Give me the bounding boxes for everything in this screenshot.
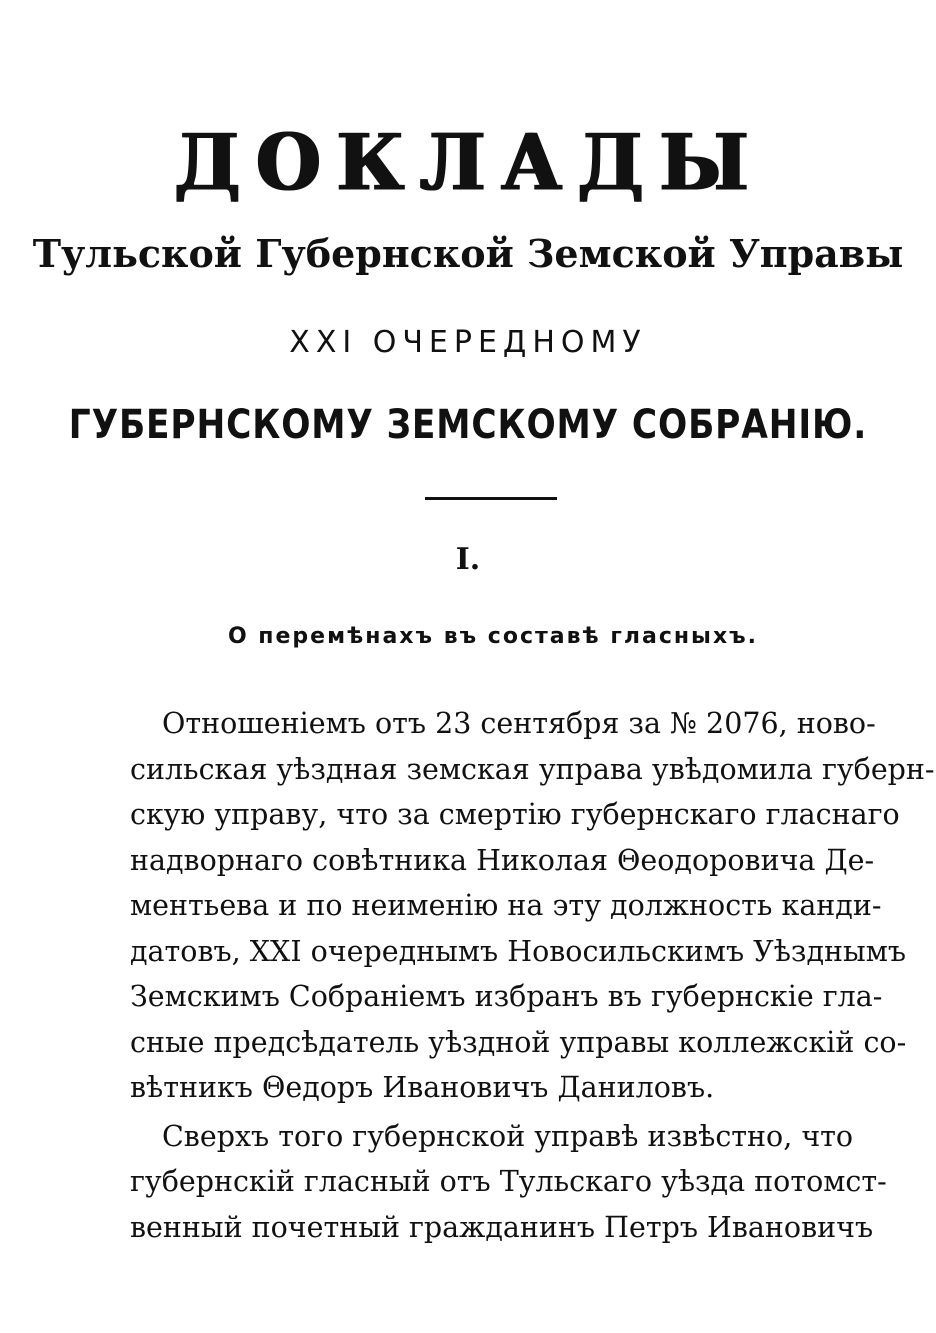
ordinal-line: XXI ОЧЕРЕДНОМУ	[289, 325, 647, 360]
section-title: О перемѣнахъ въ составѣ гласныхъ.	[227, 624, 759, 649]
assembly-line: ГУБЕРНСКОМУ ЗЕМСКОМУ СОБРАНІЮ.	[68, 402, 868, 448]
text-line: Сверхъ того губернской управѣ извѣстно, что	[162, 1119, 854, 1153]
text-line: сильская уѣздная земская управа увѣдомила губерн-	[130, 752, 935, 786]
document-title: ДОКЛАДЫ	[172, 117, 763, 209]
text-line: Земскимъ Собраніемъ избранъ въ губернскіе гла-	[130, 980, 883, 1013]
text-line: ментьева и по неименію на эту должность канди-	[130, 889, 882, 922]
document-subtitle: Тульской Губернской Земской Управы	[32, 231, 904, 276]
text-line: скую управу, что за смертію губернскаго гласнаго	[130, 798, 900, 831]
text-line: датовъ, XXI очереднымъ Новосильскимъ Уѣзднымъ	[130, 934, 906, 968]
section-number: I.	[455, 542, 481, 577]
body-text	[130, 701, 935, 1250]
text-line: венный почетный гражданинъ Петръ Ивановичъ	[130, 1210, 874, 1244]
title-divider	[425, 497, 557, 500]
text-line: Отношеніемъ отъ 23 сентября за № 2076, ново-	[162, 707, 876, 740]
text-line: надворнаго совѣтника Николая Θеодоровича Де-	[130, 843, 875, 877]
text-line: вѣтникъ Θедоръ Ивановичъ Даниловъ.	[130, 1071, 715, 1104]
text-line: сные предсѣдатель уѣздной управы коллежскій со-	[130, 1025, 907, 1059]
text-line: губернскій гласный отъ Тульскаго уѣзда потомст-	[130, 1165, 887, 1198]
